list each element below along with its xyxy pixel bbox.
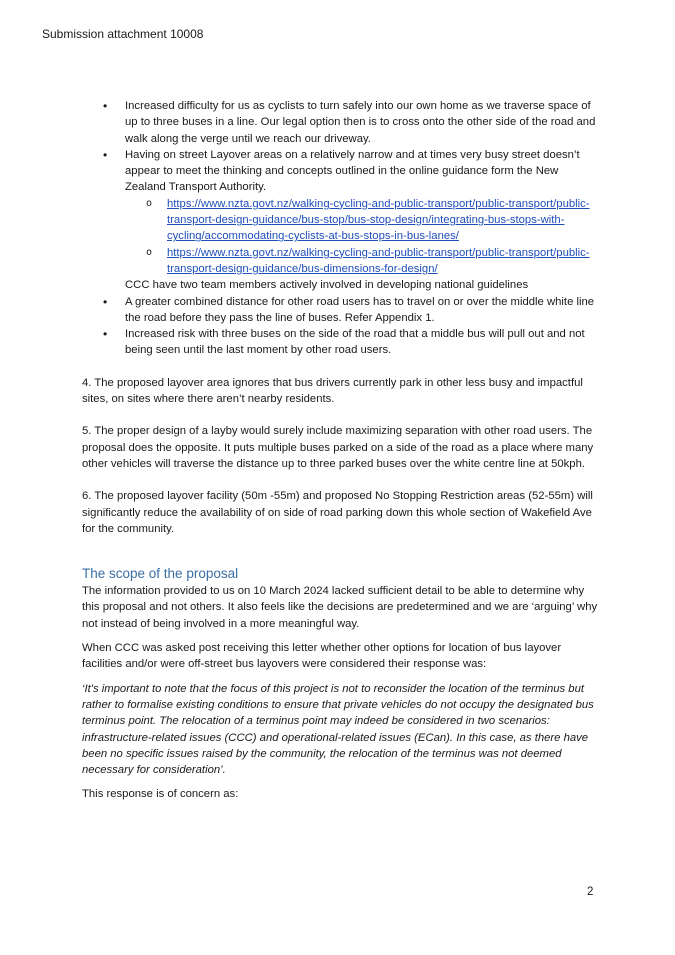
point-4: 4. The proposed layover area ignores that bus drivers currently park in other less busy and impactful sites, on sites where there aren’t nearby residents. xyxy=(82,376,583,406)
ccc-response-quote: ‘It's important to note that the focus of this project is not to reconsider the location of the terminus but rather to formalise existing conditions to ensure that private vehicles do not occupy the designated bus terminus point. The relocation of a terminus point may indeed be considered in two scenarios: infrastructure-related issues (CCC) and operational-related issues (ECan). In this case, as there have been no specific issues raised by the community, the relocation of the terminus was not deemed necessary for consideration’. xyxy=(82,682,594,777)
nzta-link-bus-dimensions[interactable]: https://www.nzta.govt.nz/walking-cycling-and-public-transport/public-transport/public-transport-design-guidance/bus-dimensions-for-design/ xyxy=(167,246,590,275)
bullet-item: • Increased difficulty for us as cyclists to turn safely into our own home as we traverse space of up to three buses in a line. Our legal option then is to cross onto the other side of the road and walk along the verge until we reach our driveway. xyxy=(82,98,602,147)
document-body xyxy=(82,98,602,803)
page-header: Submission attachment 10008 xyxy=(42,27,204,41)
page-number: 2 xyxy=(587,886,594,898)
scope-paragraph-2: When CCC was asked post receiving this letter whether other options for location of bus layover facilities and/or were off-street bus layovers were considered their response was: xyxy=(82,642,562,671)
bullet-item: • Having on street Layover areas on a relatively narrow and at times very busy street doesn’t appear to meet the thinking and concepts outlined in the online guidance form the New Zealand Transport Authority. xyxy=(82,147,602,196)
bullet-item: • Increased risk with three buses on the side of the road that a middle bus will pull out and not being seen until the last moment by other road users. xyxy=(82,326,602,359)
bullet-item: • A greater combined distance for other road users has to travel on or over the middle white line the road before they pass the line of buses. Refer Appendix 1. xyxy=(82,294,602,327)
scope-paragraph-1: The information provided to us on 10 March 2024 lacked sufficient detail to be able to determine why this proposal and not others. It also feels like the decisions are predetermined and we are ‘arguing’ why not instead of being involved in a more meaningful way. xyxy=(82,585,598,630)
section-heading: The scope of the proposal xyxy=(82,566,239,582)
point-6: 6. The proposed layover facility (50m -55m) and proposed No Stopping Restriction areas (52-55m) will significantly reduce the availability of on side of road parking down this whole section of Wakefield Ave for the community. xyxy=(82,490,593,535)
link-list xyxy=(82,196,602,277)
bullet-list-bottom xyxy=(82,294,602,359)
point-5: 5. The proper design of a layby would surely include maximizing separation with other road users. The proposal does the opposite. It puts multiple buses parked on a side of the road as a place where many other vehicles will traverse the distance up to three parked buses over the white centre line at 50kph. xyxy=(82,425,594,470)
link-item xyxy=(82,245,602,278)
link-item xyxy=(82,196,602,245)
scope-paragraph-3: This response is of concern as: xyxy=(82,788,239,801)
nzta-link-cycling[interactable]: https://www.nzta.govt.nz/walking-cycling-and-public-transport/public-transport/public-transport-design-guidance/bus-stop/bus-stop-design/integrating-bus-stops-with-cycling/accommodating-cyclists-at-bus-stops-in-bus-lanes/ xyxy=(167,197,590,243)
bullet-list-top xyxy=(82,98,602,196)
ccc-note: CCC have two team members actively involved in developing national guidelines xyxy=(125,279,529,292)
